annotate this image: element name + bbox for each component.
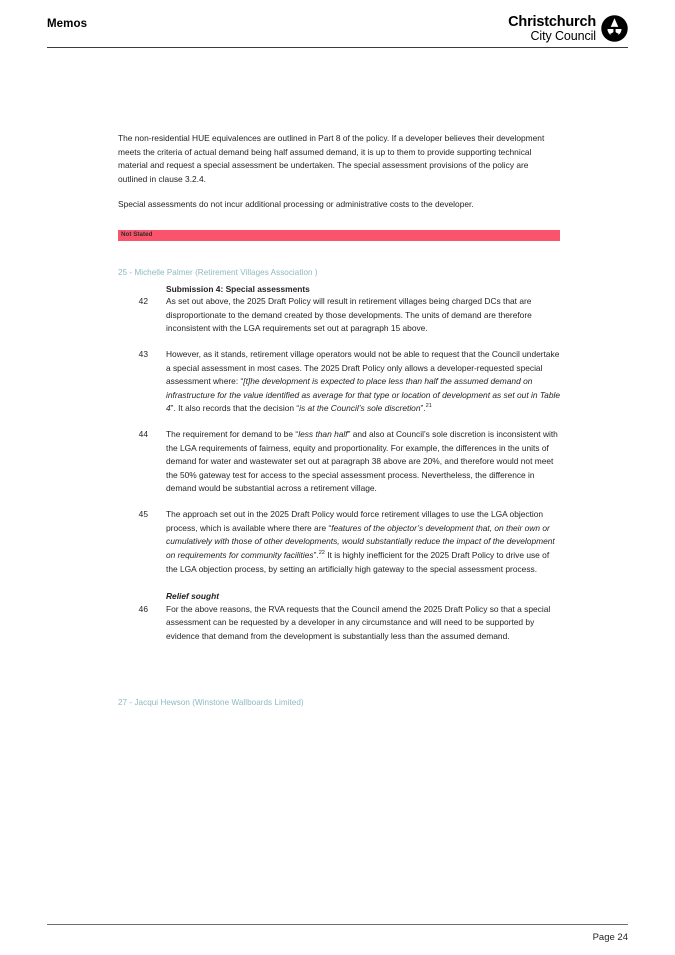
submission-block — [118, 283, 560, 644]
item-text: The approach set out in the 2025 Draft Policy would force retirement villages to use the LGA objection process, which is available where there are “features of the objector’s development that, on their own or cumulatively with those of other developments, would substantially reduce the impact of the development on requirements for community facilities”.$^{22}$ It is highly inefficient for the 2025 Draft Policy to drive use of the LGA objection process, by setting an artificially high gateway to the special assessment process. — [166, 509, 555, 574]
submitter-heading-27: 27 - Jacqui Hewson (Winstone Wallboards Limited) — [118, 697, 304, 707]
submission-section-title: Submission 4: Special assessments — [166, 283, 310, 294]
brand-wordmark — [508, 15, 596, 43]
item-number: 42 — [138, 296, 148, 307]
item-text: As set out above, the 2025 Draft Policy will result in retirement villages being charged DCs that are disproportionate to the demand created by those developments. The units of demand are therefore inconsistent with the LGA requirements set out at paragraph 15 above. — [166, 296, 532, 334]
item-number: 43 — [138, 349, 148, 359]
intro-paragraph-1: The non-residential HUE equivalences are outlined in Part 8 of the policy. If a developer believes their development meets the criteria of actual demand being half assumed demand, it is up to them to provide supporting technical material and request a special assessment be undertaken. The special assessment provisions of the policy are outlined in clause 3.2.4. — [118, 133, 545, 184]
numbered-item — [138, 428, 560, 496]
christchurch-city-council-logo-icon — [601, 15, 628, 42]
page-number: Page 24 — [592, 931, 628, 943]
status-badge: Not Stated — [121, 231, 153, 239]
item-number: 44 — [138, 429, 148, 440]
numbered-item — [138, 348, 561, 416]
brand-line-christchurch: Christchurch — [508, 14, 596, 30]
numbered-item — [138, 603, 560, 644]
header-divider — [47, 47, 628, 48]
footnote-marker-22: 22 — [318, 550, 325, 557]
numbered-item — [138, 508, 560, 576]
intro-paragraph-2: Special assessments do not incur additional processing or administrative costs to the developer. — [118, 199, 474, 210]
numbered-item — [138, 295, 560, 336]
relief-sought-title: Relief sought — [166, 591, 220, 602]
brand-line-city-council: City Council — [530, 28, 596, 43]
page-header — [47, 14, 628, 56]
item-text: However, as it stands, retirement village operators would not be able to request that the Council undertake a special assessment in most cases. The 2025 Draft Policy only allows a developer-requested special assessment where: “[t]he development is expected to place less than half the assumed demand on infrastructure for the value identified as average for that type or location of development as set out in Table 4”. It also records that the decision “is at the Council’s sole discretion”.$^{21}$ — [166, 349, 561, 414]
item-text: The requirement for demand to be “less than half” and also at Council’s sole discretion is inconsistent with the LGA requirements of fairness, equity and proportionality. For example, the differences in the units of demand for water and wastewater set out at paragraph 38 above are 20%, and therefore would not meet the 50% gateway test for access to the special assessment process. Nevertheless, the difference in demand would be substantial across a retirement village. — [166, 429, 558, 494]
item-number: 46 — [138, 603, 148, 614]
footnote-marker-21: 21 — [425, 403, 432, 410]
brand-logo — [508, 14, 628, 43]
document-content — [118, 132, 560, 708]
page-title: Memos — [47, 18, 88, 30]
status-banner — [118, 230, 560, 241]
item-text: For the above reasons, the RVA requests that the Council amend the 2025 Draft Policy so that a special assessment can be requested by a developer in any circumstance and will need to be supported by evidence that demand from the development is substantially less than the assumed demand. — [166, 603, 551, 641]
item-number: 45 — [138, 509, 148, 520]
submitter-heading-25: 25 - Michelle Palmer (Retirement Villages Association ) — [118, 268, 318, 278]
footer-divider — [47, 924, 628, 925]
